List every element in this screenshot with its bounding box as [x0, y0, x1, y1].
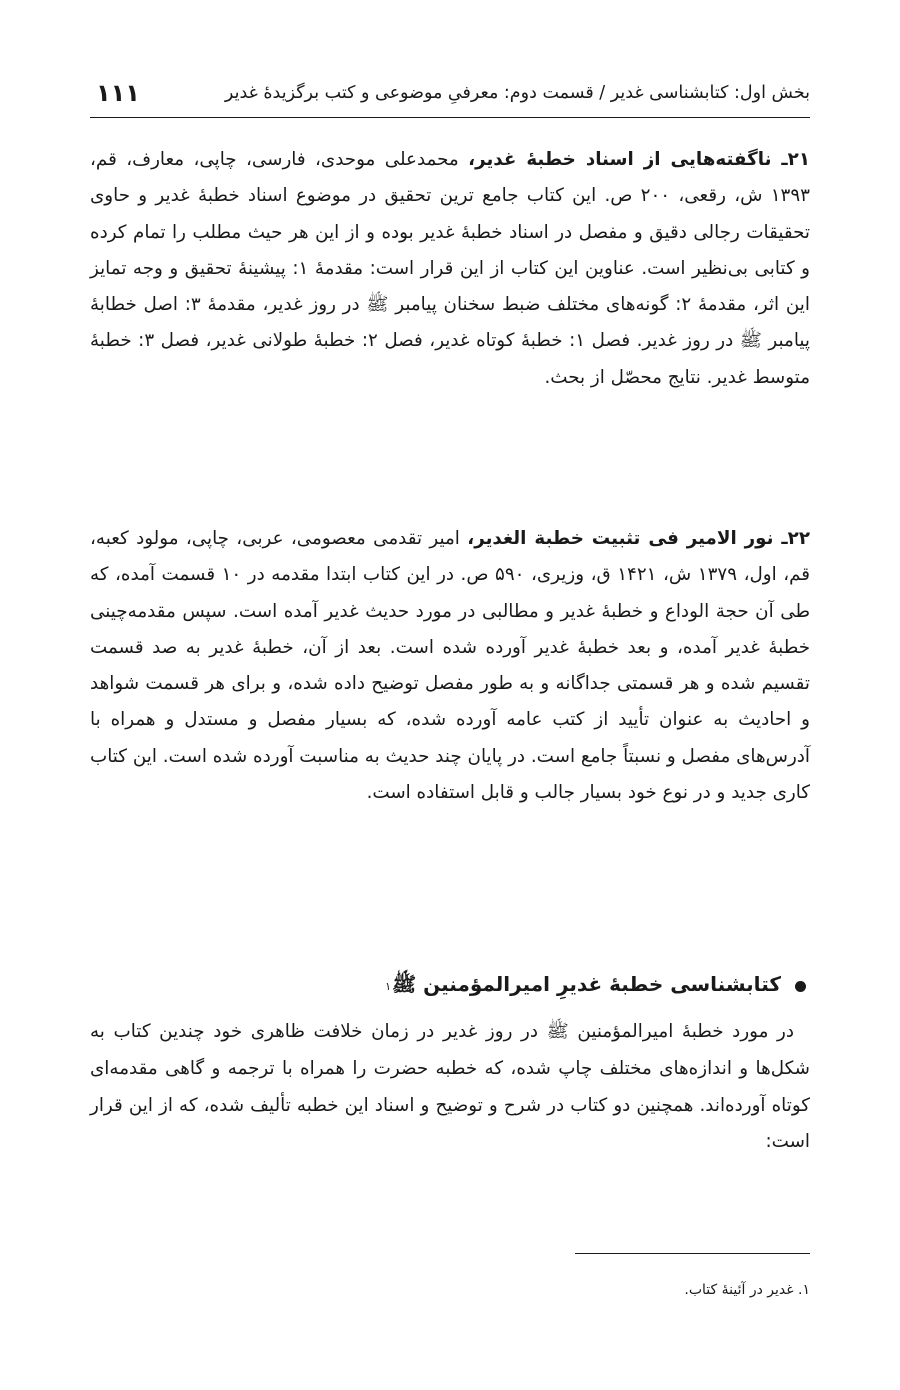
section-intro: در مورد خطبۀ امیرالمؤمنین ﷺ در روز غدیر در زمان خلافت ظاهری خود چندین کتاب به شکل‌ها و اندازه‌های مختلف چاپ شده، که خطبه حضرت را همراه با ترجمه و گاهی مقدمه‌ای کوتاه آورده‌اند. همچنین دو کتاب در شرح و توضیح و اسناد این خطبه تألیف شده، که از این قرار است:	[90, 1021, 810, 1153]
header-title: بخش اول: کتابشناسی غدیر / قسمت دوم: معرفیِ موضوعی و کتب برگزیدۀ غدیر	[224, 83, 810, 103]
entry-21	[90, 142, 810, 396]
header-rule	[90, 117, 810, 118]
entry-22-body: امیر تقدمی معصومی، عربی، چاپی، مولود کعبه، قم، اول، ۱۳۷۹ ش، ۱۴۲۱ ق، وزیری، ۵۹۰ ص. در این کتاب ابتدا مقدمه در ۱۰ قسمت آمده، که طی آن حجة الوداع و خطبۀ غدیر و مطالبی در مورد حدیث غدیر آمده است. سپس مقدمه‌چینی خطبۀ غدیر آمده، و بعد خطبۀ غدیر آورده شده است. بعد از آن، خطبۀ غدیر به صد قسمت تقسیم شده و هر قسمتی جداگانه و به طور مفصل توضیح داده شده، و برای هر قسمت شواهد و احادیث به عنوان تأیید از کتب عامه آورده شده، که بسیار مفصل و مستدل و همراه با آدرس‌های مفصل و نسبتاً جامع است. در پایان چند حدیث به مناسبت آورده شده است. این کتاب کاری جدید و در نوع خود بسیار جالب و قابل استفاده است.	[90, 528, 811, 804]
bullet-icon	[795, 981, 806, 992]
section-heading	[90, 966, 810, 1006]
entry-22-title: ۲۲ـ نور الامیر فی تثبیت خطبة الغدیر،	[467, 528, 810, 549]
entry-21-body: محمدعلی موحدی، فارسی، چاپی، معارف، قم، ۱۳۹۳ ش، رقعی، ۲۰۰ ص. این کتاب جامع ترین تحقیق در موضوع اسناد خطبۀ غدیر و حاوی تحقیقات رجالی دقیق و مفصل در اسناد خطبۀ غدیر بوده و از این هر حیث مطلب را تمام کرده و کتابی بی‌نظیر است. عناوین این کتاب از این قرار است: مقدمۀ ۱: پیشینۀ تحقیق و وجه تمایز این اثر، مقدمۀ ۲: گونه‌های مختلف ضبط سخنان پیامبر ﷺ در روز غدیر، مقدمۀ ۳: اصل خطابۀ پیامبر ﷺ در روز غدیر. فصل ۱: خطبۀ کوتاه غدیر، فصل ۲: خطبۀ طولانی غدیر، فصل ۳: خطبۀ متوسط غدیر. نتایج محصّل از بحث.	[90, 149, 810, 388]
footnote: ۱. غدیر در آئینۀ کتاب.	[684, 1282, 810, 1298]
page-number: ۱۱۱	[96, 79, 140, 107]
footnote-rule	[575, 1253, 810, 1254]
section-heading-text: کتابشناسی خطبۀ غدیرِ امیرالمؤمنین ﷺ	[392, 971, 781, 996]
footnote-marker: ۱	[385, 979, 392, 993]
running-header	[90, 64, 810, 108]
book-page	[90, 0, 810, 1390]
entry-22	[90, 521, 810, 811]
entry-21-title: ۲۱ـ ناگفته‌هایی از اسناد خطبۀ غدیر،	[468, 149, 810, 170]
